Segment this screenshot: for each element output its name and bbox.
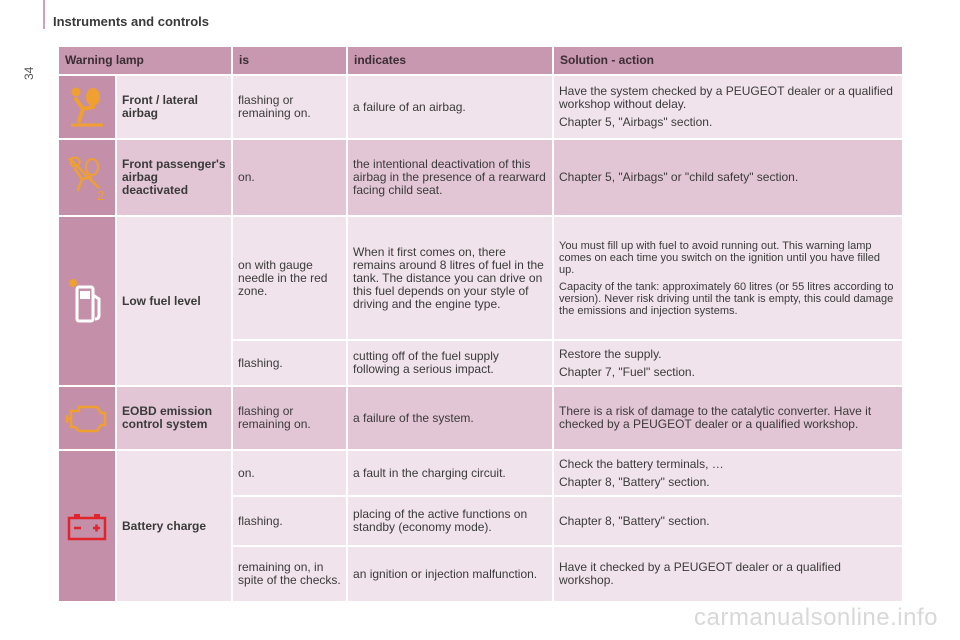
column-header-solution: Solution - action [553, 46, 903, 75]
side-rule [43, 0, 45, 29]
lamp-solution: Chapter 8, "Battery" section. [553, 496, 903, 546]
engine-check-icon [58, 386, 116, 450]
lamp-name: EOBD emission control system [116, 386, 232, 450]
lamp-solution: There is a risk of damage to the catalytic converter. Have it checked by a PEUGEOT dealer or a qualified workshop. [553, 386, 903, 450]
lamp-indication: a failure of an airbag. [347, 75, 553, 139]
lamp-state: flashing or remaining on. [232, 75, 347, 139]
page-number: 34 [22, 66, 36, 80]
fuel-pump-icon [58, 216, 116, 386]
lamp-state: flashing. [232, 340, 347, 386]
lamp-indication: a fault in the charging circuit. [347, 450, 553, 496]
lamp-state: remaining on, in spite of the checks. [232, 546, 347, 602]
section-title: Instruments and controls [53, 14, 210, 29]
column-header-is: is [232, 46, 347, 75]
lamp-solution: Restore the supply. Chapter 7, "Fuel" section. [553, 340, 903, 386]
warning-lamp-table [57, 45, 904, 603]
watermark: carmanualsonline.info [694, 604, 938, 631]
lamp-indication: cutting off of the fuel supply following a serious impact. [347, 340, 553, 386]
lamp-solution: Have the system checked by a PEUGEOT dealer or a qualified workshop without delay. Chapter 5, "Airbags" section. [553, 75, 903, 139]
lamp-state: flashing or remaining on. [232, 386, 347, 450]
column-header-indicates: indicates [347, 46, 553, 75]
table-row [58, 450, 903, 496]
lamp-solution: Have it checked by a PEUGEOT dealer or a qualified workshop. [553, 546, 903, 602]
lamp-state: on. [232, 450, 347, 496]
battery-icon [58, 450, 116, 602]
table-header-row [58, 46, 903, 75]
lamp-indication: the intentional deactivation of this airbag in the presence of a rearward facing child seat. [347, 139, 553, 216]
table-row [58, 216, 903, 340]
lamp-state: on. [232, 139, 347, 216]
lamp-indication: an ignition or injection malfunction. [347, 546, 553, 602]
lamp-state: on with gauge needle in the red zone. [232, 216, 347, 340]
lamp-name: Front passenger's airbag deactivated [116, 139, 232, 216]
passenger-airbag-off-icon [58, 139, 116, 216]
lamp-indication: When it first comes on, there remains around 8 litres of fuel in the tank. The distance you can drive on this fuel depends on your style of driving and the engine type. [347, 216, 553, 340]
lamp-solution: You must fill up with fuel to avoid running out. This warning lamp comes on each time you switch on the ignition until you have filled up. Capacity of the tank: approximately 60 litres (or 55 litres according to version). Never risk driving until the tank is empty, this could damage the emissions and injection systems. [553, 216, 903, 340]
lamp-solution: Check the battery terminals, … Chapter 8, "Battery" section. [553, 450, 903, 496]
airbag-warning-icon [58, 75, 116, 139]
lamp-name: Front / lateral airbag [116, 75, 232, 139]
lamp-name: Battery charge [116, 450, 232, 602]
lamp-indication: placing of the active functions on standby (economy mode). [347, 496, 553, 546]
table-row [58, 75, 903, 139]
table-row [58, 139, 903, 216]
lamp-name: Low fuel level [116, 216, 232, 386]
svg-text:2: 2 [97, 187, 105, 202]
column-header-warning-lamp: Warning lamp [58, 46, 232, 75]
table-row [58, 386, 903, 450]
lamp-state: flashing. [232, 496, 347, 546]
lamp-indication: a failure of the system. [347, 386, 553, 450]
lamp-solution: Chapter 5, "Airbags" or "child safety" section. [553, 139, 903, 216]
